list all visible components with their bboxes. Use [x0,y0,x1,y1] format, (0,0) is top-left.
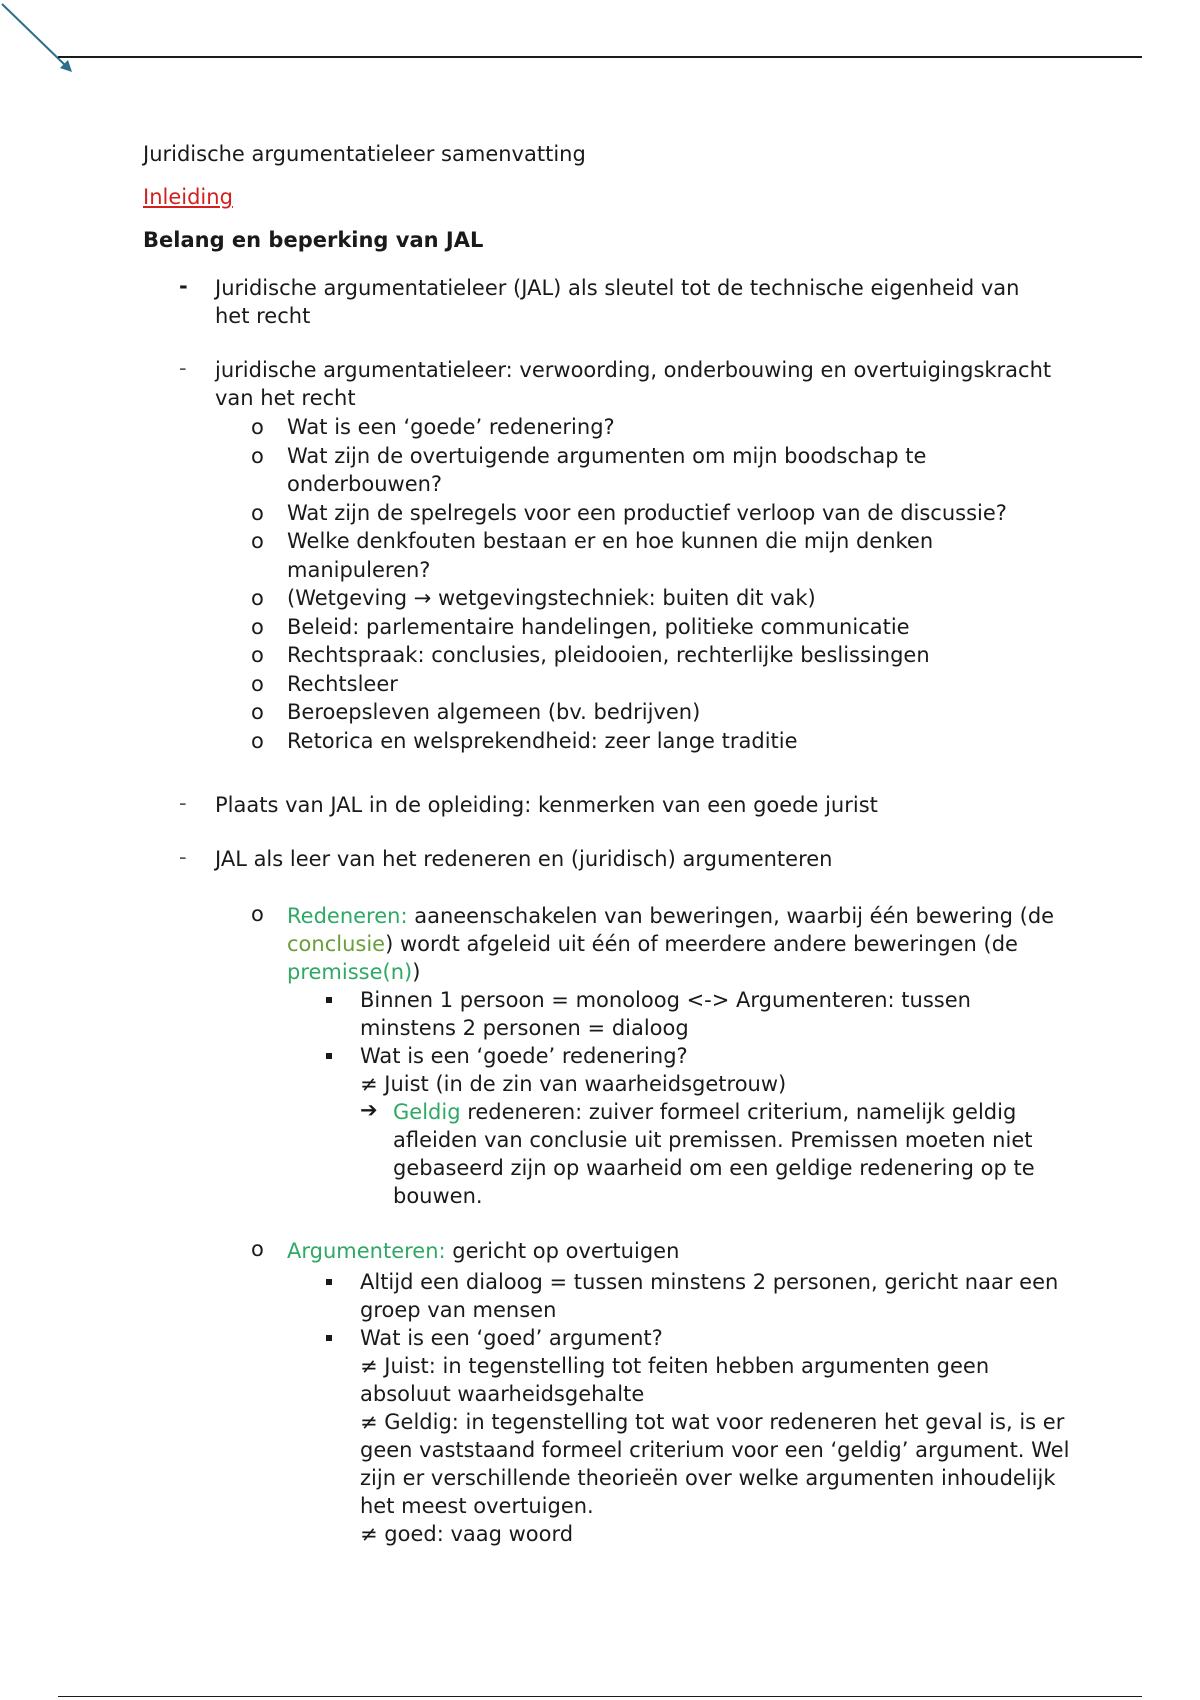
term-premissen: premisse(n) [287,960,413,984]
arrow-icon: ➔ [360,1098,378,1122]
document-title: Juridische argumentatieleer samenvatting [143,142,586,166]
list-item: o Beroepsleven algemeen (bv. bedrijven) [251,698,1051,727]
list-item: ≠ Juist: in tegenstelling tot feiten hebben argumenten geen absoluut waarheidsgehalte [360,1354,990,1406]
definition-text: aaneenschakelen van beweringen, waarbij één bewering (de [407,904,1055,928]
square-bullet [326,1279,332,1285]
list-item: Wat is een ‘goed’ argument? [360,1326,663,1350]
redeneren-definition [287,902,1067,986]
definition-text: redeneren: zuiver formeel criterium, namelijk geldig afleiden van conclusie uit premissen. Premissen moeten niet gebaseerd zijn op waarheid om een geldige redenering op te bouwen. [393,1100,1035,1208]
list-item: o Beleid: parlementaire handelingen, politieke communicatie [251,613,1051,642]
list-item: o Wat zijn de overtuigende argumenten om mijn boodschap te onderbouwen? [251,442,1051,499]
square-bullet [326,1335,332,1341]
bullet-marker: - [179,356,187,380]
bullet-marker: - [179,845,187,869]
list-item: Altijd een dialoog = tussen minstens 2 personen, gericht naar een groep van mensen [360,1270,1059,1322]
section-heading-link[interactable]: Inleiding [143,185,233,209]
definition-text: ) wordt afgeleid uit één of meerdere andere beweringen (de [385,932,1018,956]
list-item: o Rechtspraak: conclusies, pleidooien, rechterlijke beslissingen [251,641,1051,670]
bullet-marker: - [179,791,187,815]
list-item: o (Wetgeving → wetgevingstechniek: buiten dit vak) [251,584,1051,613]
bullet-item: Plaats van JAL in de opleiding: kenmerken van een goede jurist [215,793,878,817]
definition-text: gericht op overtuigen [445,1239,680,1263]
sublist [251,413,1051,755]
term-geldig: Geldig [393,1100,461,1124]
list-item: o Welke denkfouten bestaan er en hoe kunnen die mijn denken manipuleren? [251,527,1051,584]
bullet-marker: - [179,274,188,298]
square-bullet [326,997,332,1003]
term-conclusie: conclusie [287,932,386,956]
header-rule [58,56,1142,58]
square-bullet [326,1053,332,1059]
sublist-marker: o [251,1237,264,1261]
bullet-item: JAL als leer van het redeneren en (juridisch) argumenteren [215,847,833,871]
list-item: o Rechtsleer [251,670,1051,699]
list-item: ≠ goed: vaag woord [360,1522,574,1546]
term-redeneren: Redeneren: [287,904,408,928]
list-item: ≠ Juist (in de zin van waarheidsgetrouw) [360,1072,787,1096]
subsection-heading: Belang en beperking van JAL [143,228,484,252]
list-item: Wat is een ‘goede’ redenering? [360,1044,688,1068]
footer-rule [58,1696,1142,1697]
sublist-marker: o [251,902,264,926]
bullet-item: Juridische argumentatieleer (JAL) als sleutel tot de technische eigenheid van het recht [215,276,1020,328]
list-item: o Wat is een ‘goede’ redenering? [251,413,1051,442]
argumenteren-definition [287,1237,1067,1265]
definition-text: ) [412,960,421,984]
list-item: o Retorica en welsprekendheid: zeer lange traditie [251,727,1051,756]
corner-arrow-icon [0,0,80,80]
list-item: Binnen 1 persoon = monoloog <-> Argumenteren: tussen minstens 2 personen = dialoog [360,988,971,1040]
list-item: o Wat zijn de spelregels voor een productief verloop van de discussie? [251,499,1051,528]
term-argumenteren: Argumenteren: [287,1239,446,1263]
geldig-definition [393,1098,1073,1210]
bullet-item: juridische argumentatieleer: verwoording, onderbouwing en overtuigingskracht van het recht [215,358,1052,410]
list-item: ≠ Geldig: in tegenstelling tot wat voor redeneren het geval is, is er geen vaststaand formeel criterium voor een ‘geldig’ argument. Wel zijn er verschillende theorieën over welke argumenten inhoudelijk het meest overtuigen. [360,1410,1070,1518]
